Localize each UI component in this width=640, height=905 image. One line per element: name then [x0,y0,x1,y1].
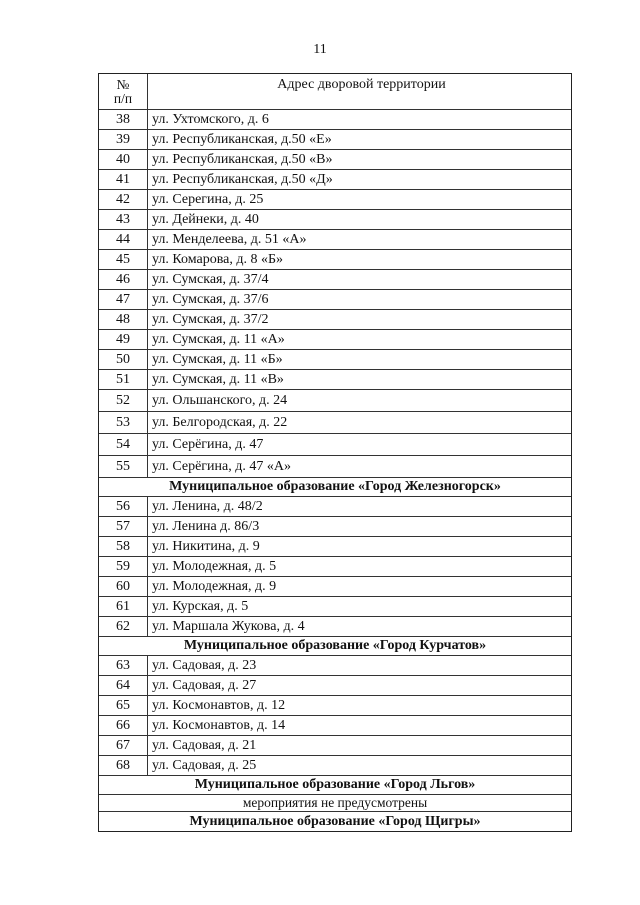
table-row [99,517,571,537]
row-number: 61 [99,597,148,616]
table-row [99,756,571,776]
table-row [99,412,571,434]
table-row [99,557,571,577]
row-address: ул. Маршала Жукова, д. 4 [152,618,305,634]
number-header-abbrev: п/п [113,90,133,106]
row-address: ул. Садовая, д. 23 [152,657,257,673]
table-header-row [99,74,571,110]
row-number: 68 [99,756,148,775]
row-number: 44 [99,230,148,249]
row-address: ул. Ленина, д. 48/2 [152,498,263,514]
row-address: ул. Сумская, д. 11 «В» [152,371,284,387]
address-column-header: Адрес дворовой территории [277,77,446,92]
section-heading-row: Муниципальное образование «Город Курчатов» [99,637,571,656]
row-address: ул. Республиканская, д.50 «Д» [152,171,333,187]
page-number: 11 [313,42,327,57]
table-row [99,230,571,250]
table-row [99,617,571,637]
row-number: 53 [99,412,148,433]
row-number: 45 [99,250,148,269]
row-number: 40 [99,150,148,169]
row-address: ул. Менделеева, д. 51 «А» [152,231,307,247]
row-address: ул. Серёгина, д. 47 [152,436,264,452]
row-address: ул. Ухтомского, д. 6 [152,111,269,127]
row-address: ул. Молодежная, д. 5 [152,558,277,574]
row-address: ул. Космонавтов, д. 12 [152,697,286,713]
row-address: ул. Республиканская, д.50 «Е» [152,131,332,147]
row-number: 54 [99,434,148,455]
row-number: 63 [99,656,148,675]
row-address: ул. Сумская, д. 11 «Б» [152,351,283,367]
table-row [99,330,571,350]
number-column-header [99,74,148,109]
row-number: 60 [99,577,148,596]
row-number: 43 [99,210,148,229]
table-row [99,434,571,456]
row-address: ул. Космонавтов, д. 14 [152,717,286,733]
row-number: 62 [99,617,148,636]
row-number: 65 [99,696,148,715]
table-row [99,170,571,190]
table-row [99,250,571,270]
row-address: ул. Сумская, д. 37/4 [152,271,269,287]
table-row [99,210,571,230]
table-row [99,537,571,557]
row-address: ул. Дейнеки, д. 40 [152,211,259,227]
row-address: ул. Сумская, д. 37/2 [152,311,269,327]
row-number: 59 [99,557,148,576]
table-row [99,577,571,597]
table-row [99,370,571,390]
table-row [99,270,571,290]
section-heading-row: Муниципальное образование «Город Льгов» [99,776,571,795]
row-number: 46 [99,270,148,289]
table-row [99,716,571,736]
row-address: ул. Сумская, д. 11 «А» [152,331,285,347]
table-row [99,656,571,676]
row-number: 64 [99,676,148,695]
table-row [99,456,571,478]
row-number: 38 [99,110,148,129]
row-number: 51 [99,370,148,389]
row-address: ул. Курская, д. 5 [152,598,249,614]
row-address: ул. Никитина, д. 9 [152,538,260,554]
table-row [99,676,571,696]
section-heading-row: Муниципальное образование «Город Щигры» [189,813,481,829]
row-address: ул. Серегина, д. 25 [152,191,264,207]
row-address: ул. Садовая, д. 27 [152,677,257,693]
row-address: ул. Молодежная, д. 9 [152,578,277,594]
row-address: ул. Ольшанского, д. 24 [152,392,288,408]
table-row [99,190,571,210]
row-number: 58 [99,537,148,556]
row-number: 56 [99,497,148,516]
row-number: 50 [99,350,148,369]
table-row [99,390,571,412]
note-row: мероприятия не предусмотрены [99,795,571,812]
row-number: 52 [99,390,148,411]
table-row [99,736,571,756]
row-number: 41 [99,170,148,189]
row-address: ул. Белгородская, д. 22 [152,414,288,430]
row-address: ул. Садовая, д. 25 [152,757,257,773]
row-address: ул. Комарова, д. 8 «Б» [152,251,284,267]
number-header-symbol: № [116,76,130,92]
table-row [99,310,571,330]
row-address: ул. Серёгина, д. 47 «А» [152,458,291,474]
table-row [99,350,571,370]
table-row [99,110,571,130]
row-address: ул. Сумская, д. 37/6 [152,291,269,307]
table-row [99,150,571,170]
row-number: 55 [99,456,148,477]
row-number: 67 [99,736,148,755]
row-number: 42 [99,190,148,209]
table-row [99,497,571,517]
row-number: 49 [99,330,148,349]
row-number: 39 [99,130,148,149]
table-row [99,597,571,617]
table-row [99,696,571,716]
address-table [98,73,572,832]
row-number: 66 [99,716,148,735]
row-number: 57 [99,517,148,536]
table-row [99,130,571,150]
row-address: ул. Республиканская, д.50 «В» [152,151,333,167]
row-number: 48 [99,310,148,329]
row-address: ул. Садовая, д. 21 [152,737,257,753]
table-row [99,290,571,310]
row-address: ул. Ленина д. 86/3 [152,518,260,534]
section-heading-row: Муниципальное образование «Город Железногорск» [99,478,571,497]
row-number: 47 [99,290,148,309]
